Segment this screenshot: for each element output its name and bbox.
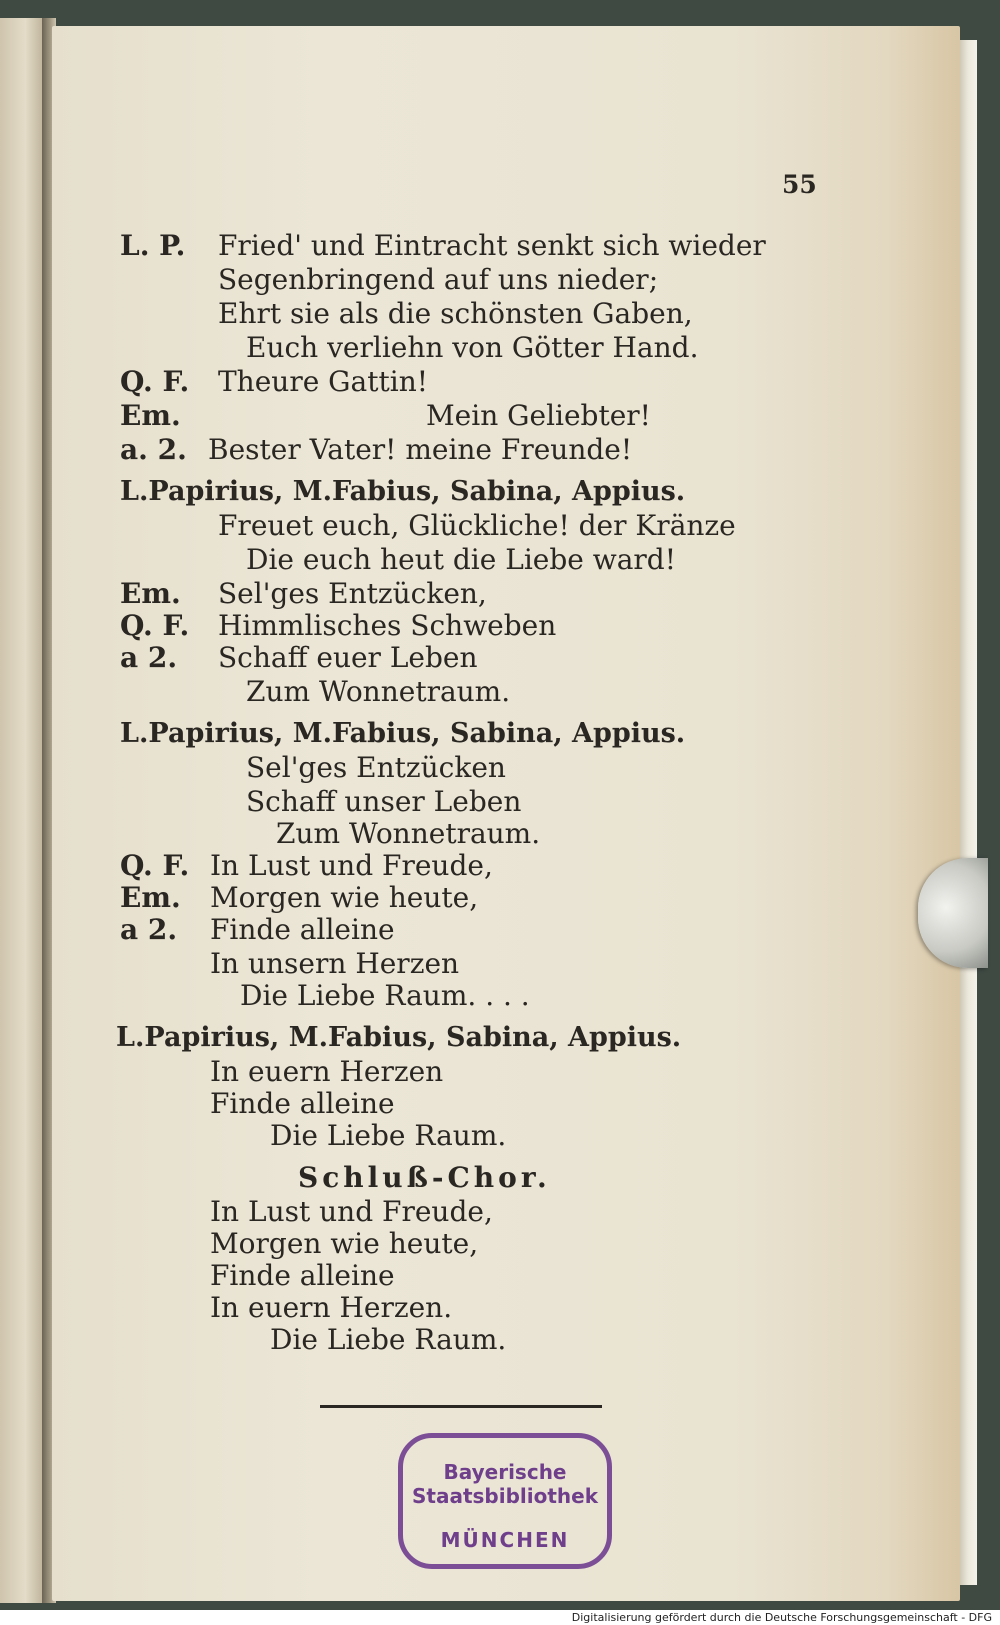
verse-line: In Lust und Freude, [210, 1195, 493, 1228]
verse-line: Himmlisches Schweben [218, 609, 557, 642]
speaker-label: Em. [120, 399, 181, 432]
verse-line: Fried' und Eintracht senkt sich wieder [218, 229, 766, 262]
verse-line: Morgen wie heute, [210, 881, 479, 914]
verse-line: Mein Geliebter! [426, 399, 651, 432]
speaker-label: a 2. [120, 913, 178, 946]
verse-line: Segenbringend auf uns nieder; [218, 263, 659, 296]
verse-line: Zum Wonnetraum. [276, 817, 541, 850]
verse-line: Die euch heut die Liebe ward! [246, 543, 676, 576]
verse-line: Theure Gattin! [218, 365, 428, 398]
verse-line: Finde alleine [210, 1259, 395, 1292]
verse-line: Bester Vater! meine Freunde! [208, 433, 633, 466]
left-page-edge [0, 18, 46, 1603]
section-heading: Schluß-Chor. [298, 1161, 551, 1194]
verse-line: In euern Herzen [210, 1055, 444, 1088]
speaker-label: Em. [120, 577, 181, 610]
library-stamp [398, 1433, 612, 1569]
verse-line: Die Liebe Raum. [270, 1119, 507, 1152]
verse-line: Finde alleine [210, 913, 395, 946]
verse-line: Schaff unser Leben [246, 785, 522, 818]
speaker-label: a 2. [120, 641, 178, 674]
verse-line: Sel'ges Entzücken [246, 751, 506, 784]
verse-line: Zum Wonnetraum. [246, 675, 511, 708]
verse-line: Die Liebe Raum. . . . [240, 979, 530, 1012]
verse-line: Schaff euer Leben [218, 641, 478, 674]
verse-line: Euch verliehn von Götter Hand. [246, 331, 699, 364]
verse-line: Ehrt sie als die schönsten Gaben, [218, 297, 693, 330]
speaker-label: L. P. [120, 229, 186, 262]
stamp-line: Staatsbibliothek [411, 1484, 599, 1508]
ensemble-heading: L.Papirius, M.Fabius, Sabina, Appius. [120, 476, 686, 507]
verse-line: Sel'ges Entzücken, [218, 577, 487, 610]
verse-line: Die Liebe Raum. [270, 1323, 507, 1356]
speaker-label: Q. F. [120, 365, 190, 398]
stamp-line: MÜNCHEN [440, 1528, 570, 1552]
speaker-label: Q. F. [120, 609, 190, 642]
speaker-label: Q. F. [120, 849, 190, 882]
ensemble-heading: L.Papirius, M.Fabius, Sabina, Appius. [116, 1022, 682, 1053]
speaker-label: a. 2. [120, 433, 187, 466]
stamp-line: Bayerische [443, 1460, 567, 1484]
verse-line: Freuet euch, Glückliche! der Kränze [218, 509, 736, 542]
ensemble-heading: L.Papirius, M.Fabius, Sabina, Appius. [120, 718, 686, 749]
page-number: 55 [782, 170, 817, 199]
verse-line: Finde alleine [210, 1087, 395, 1120]
digitization-credit: Digitalisierung gefördert durch die Deutsche Forschungsgemeinschaft - DFG [571, 1611, 992, 1624]
speaker-label: Em. [120, 881, 181, 914]
verse-line: In unsern Herzen [210, 947, 460, 980]
verse-line: In euern Herzen. [210, 1291, 453, 1324]
verse-line: In Lust und Freude, [210, 849, 493, 882]
verse-line: Morgen wie heute, [210, 1227, 479, 1260]
end-rule [320, 1405, 602, 1408]
